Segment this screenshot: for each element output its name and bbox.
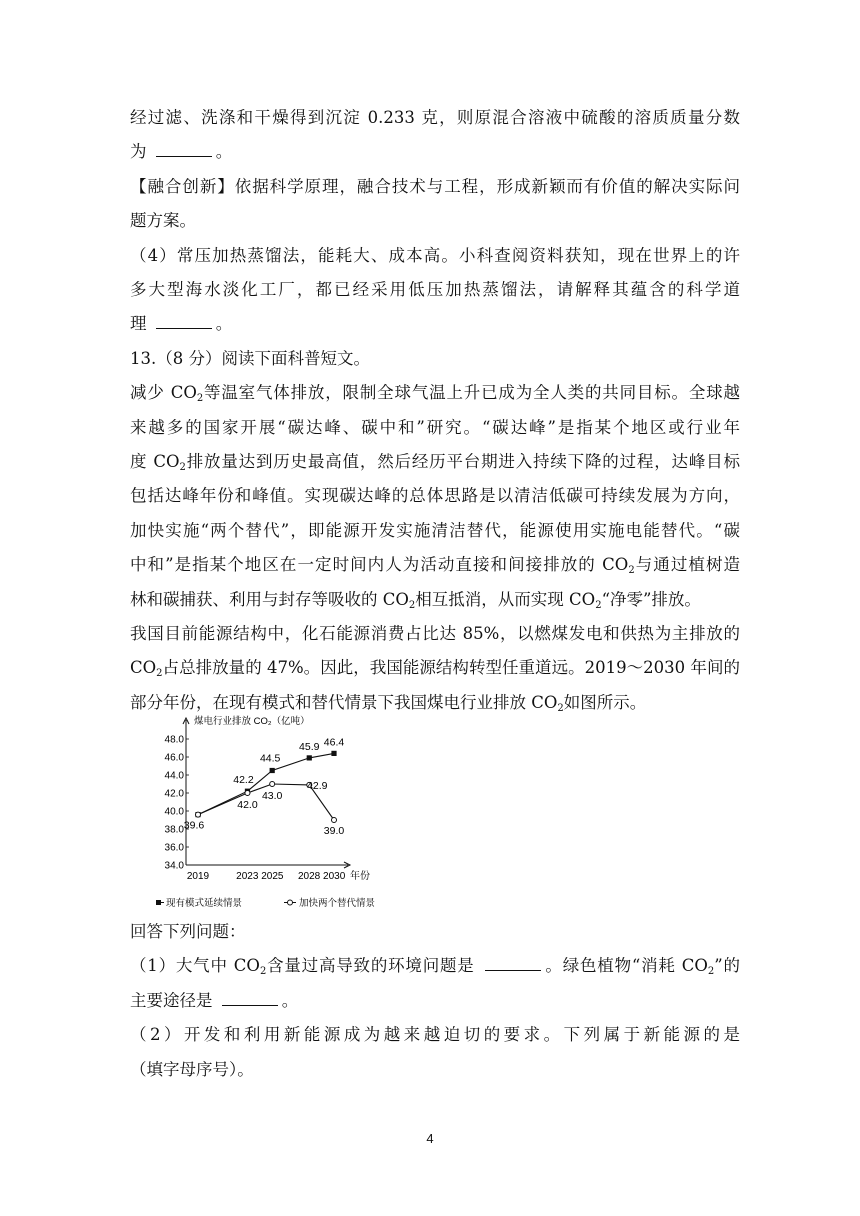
text-run: 多大型海水淡化工厂，都已经采用低压加热蒸馏法，请解释其蕴含的科学道	[130, 280, 740, 299]
text-run: CO	[130, 658, 157, 678]
text-run: 。	[215, 142, 233, 162]
page-number: 4	[426, 1131, 434, 1146]
y-tick-label: 42.0	[164, 788, 184, 800]
subscript: 2	[259, 966, 267, 978]
text-run: 中和”是指某个地区在一定时间内人为活动直接和间接排放的 CO	[130, 555, 629, 575]
text-run: 【融合创新】依据科学原理，融合技术与工程，形成新颖而有价值的解决实际问	[130, 176, 740, 196]
text-run: 减少 CO	[130, 383, 197, 403]
answer-blank[interactable]	[222, 991, 278, 1006]
text-line	[130, 383, 740, 403]
answer-blank[interactable]	[156, 314, 212, 329]
text-run: 题方案。	[130, 211, 196, 231]
answer-blank[interactable]	[485, 956, 541, 971]
text-run: ”的	[714, 956, 740, 976]
subscript: 2	[707, 966, 715, 978]
legend-label-1: 现有模式延续情景	[166, 898, 243, 909]
data-label: 42.9	[307, 779, 328, 792]
text-run: 理	[130, 314, 152, 334]
x-tick-label: 2023 2025	[236, 871, 284, 882]
text-line	[130, 452, 740, 472]
text-run: 部分年份，在现有模式和替代情景下我国煤电行业排放 CO	[130, 692, 558, 712]
text-run: 占总排放量的 47%。因此，我国能源结构转型任重道远。2019～2030 年间的	[162, 658, 740, 678]
text-run: 林和碳捕获、利用与封存等吸收的 CO	[130, 589, 409, 609]
data-label: 42.2	[233, 774, 254, 787]
subscript: 2	[156, 668, 163, 680]
text-run: 加快实施“两个替代”，即能源开发实施清洁替代，能源使用实施电能替代。“碳	[130, 520, 740, 540]
text-run: 。	[281, 990, 299, 1010]
subscript: 2	[628, 565, 635, 577]
text-line	[130, 1060, 740, 1080]
data-point-circle	[196, 812, 201, 817]
x-tick-label: 2019	[186, 871, 210, 882]
text-run: 等温室气体排放，限制全球气温上升已成为全人类的共同目标。全球越	[203, 383, 740, 403]
text-line	[130, 177, 740, 197]
text-line	[130, 922, 740, 942]
data-label: 43.0	[261, 790, 283, 802]
data-label: 39.0	[323, 825, 345, 837]
text-run: 。	[215, 314, 233, 334]
text-run: 。绿色植物“消耗 CO	[544, 956, 708, 976]
text-run: （4）常压加热蒸馏法，能耗大、成本高。小科查阅资料获知，现在世界上的许	[130, 245, 740, 265]
subscript: 2	[196, 393, 204, 405]
text-line	[130, 555, 740, 575]
text-line	[130, 211, 740, 231]
text-run: “净零”排放。	[601, 589, 701, 609]
x-tick-label: 2028 2030	[297, 871, 346, 882]
y-tick-label: 34.0	[164, 860, 184, 872]
text-run: 回答下列问题：	[130, 922, 246, 941]
text-line	[130, 142, 740, 162]
text-line	[130, 314, 740, 334]
text-line	[130, 590, 740, 610]
subscript: 2	[595, 599, 602, 611]
text-line	[130, 246, 740, 266]
text-run: 主要途径是	[130, 990, 218, 1010]
text-line	[130, 658, 740, 678]
subscript: 2	[408, 599, 416, 611]
text-line	[130, 418, 740, 438]
legend-label-2: 加快两个替代情景	[299, 898, 376, 909]
text-run: （1）大气中 CO	[130, 956, 260, 976]
text-line	[130, 349, 740, 369]
text-run: 13.（8 分）阅读下面科普短文。	[130, 348, 370, 368]
text-line	[130, 624, 740, 644]
subscript: 2	[179, 462, 186, 473]
text-run: 为	[130, 142, 152, 162]
text-run: 包括达峰年份和峰值。实现碳达峰的总体思路是以清洁低碳可持续发展为方向，	[130, 486, 740, 506]
text-run: 来越多的国家开展“碳达峰、碳中和”研究。“碳达峰”是指某个地区或行业年	[130, 417, 740, 437]
data-point-circle	[245, 791, 250, 796]
text-line	[130, 280, 740, 300]
subscript: 2	[557, 702, 564, 714]
text-run: （2）开发和利用新能源成为越来越迫切的要求。下列属于新能源的是	[130, 1025, 740, 1045]
data-point-square	[270, 768, 275, 773]
text-run: 与通过植树造	[634, 555, 741, 575]
y-axis-label: 煤电行业排放 CO₂（亿吨）	[194, 716, 310, 727]
data-label: 45.9	[299, 740, 320, 753]
data-label: 42.0	[237, 799, 258, 811]
data-point-circle	[270, 782, 275, 787]
y-tick-label: 36.0	[164, 842, 184, 854]
text-line	[130, 108, 740, 128]
data-point-square	[331, 751, 336, 756]
legend-marker-circle	[288, 900, 293, 905]
data-point-square	[307, 755, 312, 760]
text-run: 我国目前能源结构中，化石能源消费占比达 85%，以燃煤发电和供热为主排放的	[130, 624, 740, 643]
text-line	[130, 521, 740, 541]
text-line	[130, 991, 740, 1011]
data-point-circle	[332, 818, 337, 823]
x-axis-label: 年份	[350, 871, 370, 882]
text-run: 排放量达到历史最高值，然后经历平台期进入持续下降的过程，达峰目标	[185, 452, 740, 471]
text-run: 经过滤、洗涤和干燥得到沉淀 0.233 克，则原混合溶液中硫酸的溶质质量分数	[130, 108, 740, 127]
legend-marker-square	[156, 900, 161, 905]
text-run: （填字母序号）。	[130, 1059, 254, 1079]
text-line	[130, 486, 740, 506]
data-label: 39.6	[183, 819, 205, 832]
answer-blank[interactable]	[156, 142, 212, 157]
y-tick-label: 46.0	[164, 752, 184, 764]
text-line	[130, 1025, 740, 1045]
y-tick-label: 48.0	[164, 734, 184, 746]
chart-legend	[156, 897, 376, 909]
y-tick-label: 40.0	[164, 806, 184, 818]
data-label: 46.4	[323, 736, 345, 749]
text-run: 含量过高导致的环境问题是	[266, 956, 481, 976]
text-line	[130, 956, 740, 976]
y-tick-label: 38.0	[164, 824, 184, 836]
y-tick-label: 44.0	[164, 770, 184, 782]
co2-emission-chart	[150, 712, 410, 917]
text-run: 如图所示。	[563, 692, 647, 712]
text-run: 相互抵消，从而实现 CO	[415, 589, 596, 609]
text-run: 度 CO	[130, 452, 180, 471]
data-label: 44.5	[259, 752, 281, 765]
text-line	[130, 693, 740, 713]
